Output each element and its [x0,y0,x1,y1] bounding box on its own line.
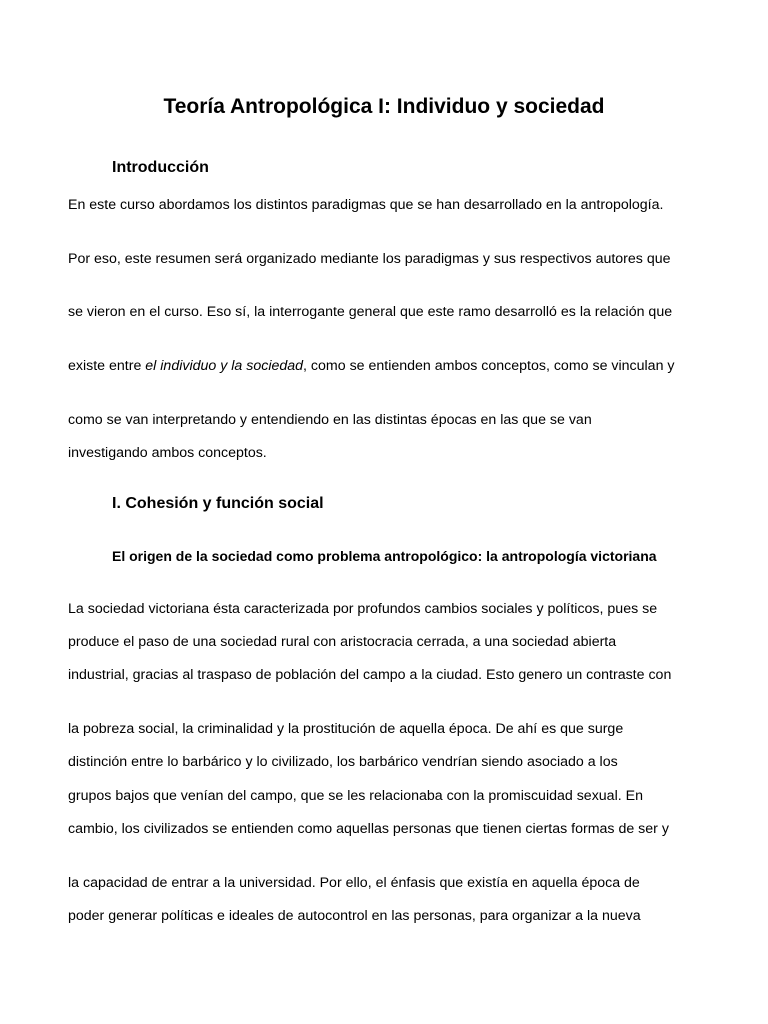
section-paragraph-line: grupos bajos que venían del campo, que se les relacionaba con la promiscuidad sexual. En [68,788,643,804]
intro-paragraph-line: como se van interpretando y entendiendo en las distintas épocas en las que se van [68,412,592,428]
subsection-heading: El origen de la sociedad como problema antropológico: la antropología victoriana [112,548,657,564]
section-heading: I. Cohesión y función social [112,495,324,512]
section-paragraph-line: distinción entre lo barbárico y lo civilizado, los barbárico vendrían siendo asociado a los [68,754,618,770]
intro-paragraph-line: Por eso, este resumen será organizado mediante los paradigmas y sus respectivos autores que [68,251,671,267]
section-paragraph-line: cambio, los civilizados se entienden como aquellas personas que tienen ciertas formas de ser y [68,821,669,837]
section-paragraph-line: La sociedad victoriana ésta caracterizada por profundos cambios sociales y políticos, pues se [68,601,658,617]
intro-paragraph-line [68,356,708,377]
intro-text-segment: existe entre [68,358,146,374]
intro-paragraph-line: investigando ambos conceptos. [68,445,267,461]
section-paragraph-line: poder generar políticas e ideales de autocontrol en las personas, para organizar a la nueva [68,908,641,924]
intro-paragraph-line: se vieron en el curso. Eso sí, la interrogante general que este ramo desarrolló es la relación que [68,304,673,320]
intro-text-segment: , como se entienden ambos conceptos, como se vinculan y [303,358,675,374]
intro-heading: Introducción [112,159,209,176]
intro-italic-phrase: el individuo y la sociedad [145,358,304,374]
section-paragraph-line: la pobreza social, la criminalidad y la prostitución de aquella época. De ahí es que surge [68,721,624,737]
intro-paragraph-line: En este curso abordamos los distintos paradigmas que se han desarrollado en la antropología. [68,197,664,213]
section-paragraph-line: produce el paso de una sociedad rural con aristocracia cerrada, a una sociedad abierta [68,634,617,650]
section-paragraph-line: industrial, gracias al traspaso de población del campo a la ciudad. Esto genero un contraste con [68,667,672,683]
document-title: Teoría Antropológica I: Individuo y sociedad [163,95,605,118]
section-paragraph-line: la capacidad de entrar a la universidad. Por ello, el énfasis que existía en aquella época de [68,875,640,891]
